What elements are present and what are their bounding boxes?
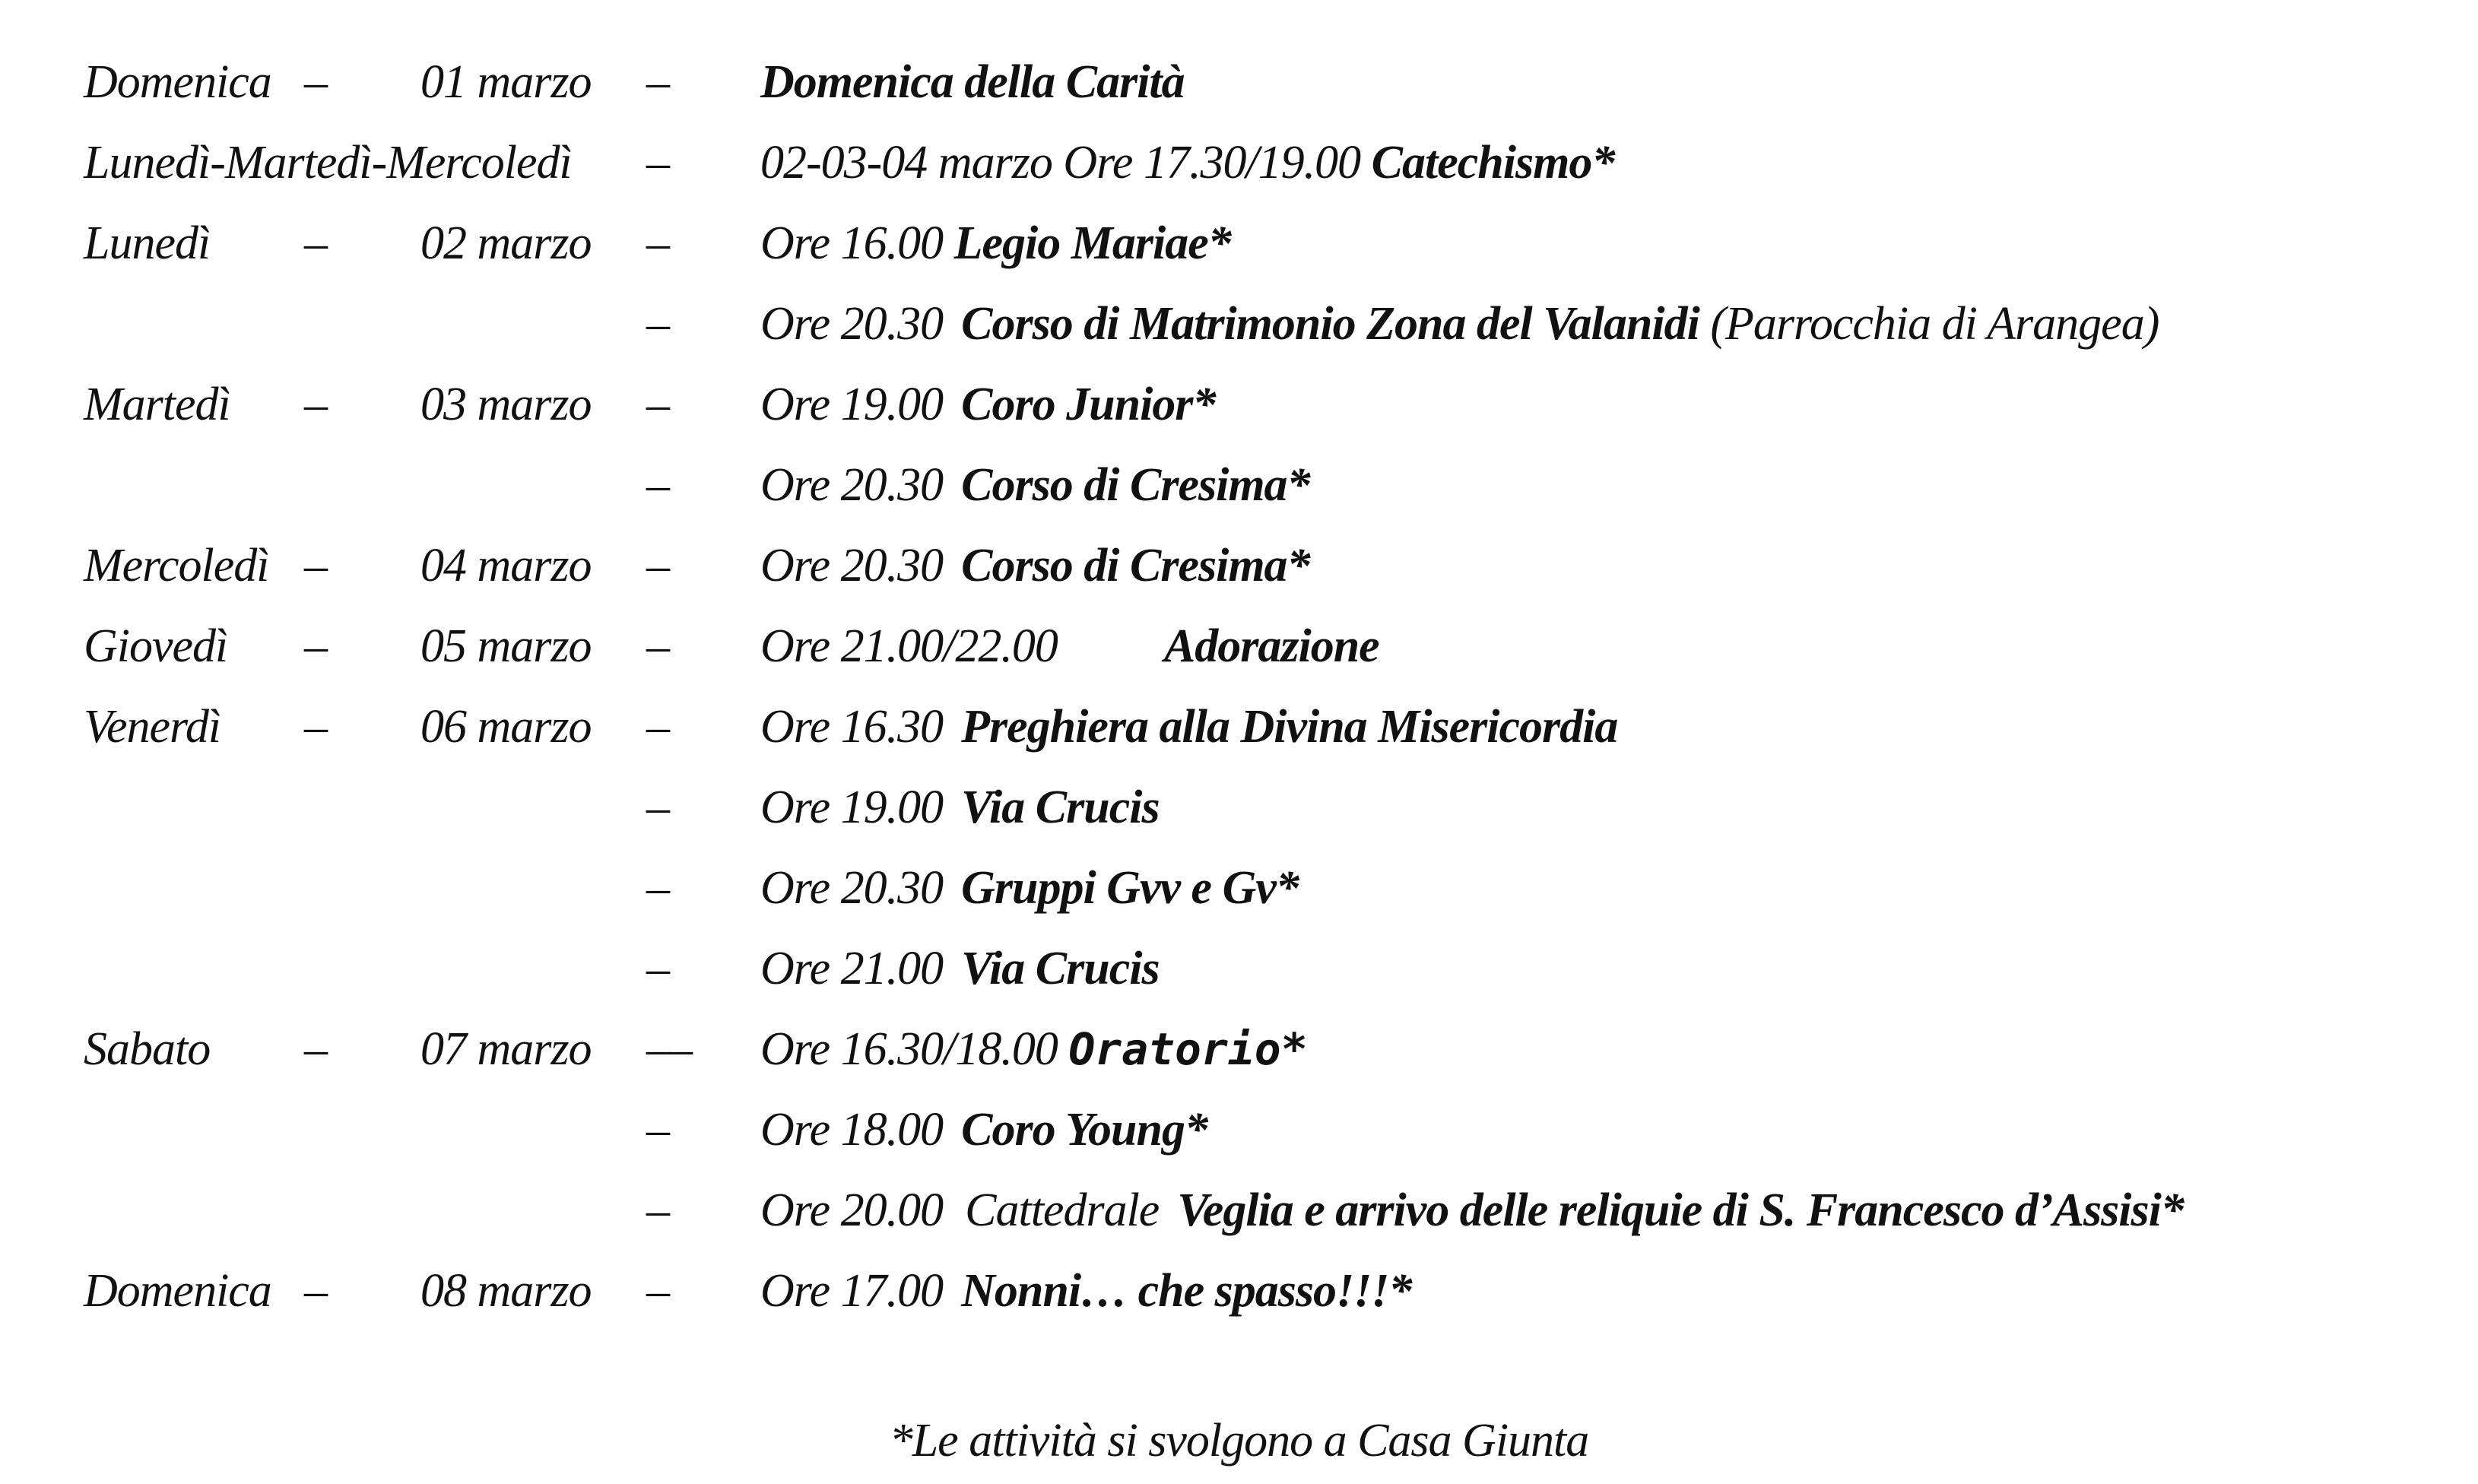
row-description <box>760 687 1617 767</box>
row-dash: – <box>646 782 669 833</box>
row-dash: – <box>646 56 669 108</box>
event-title: Corso di Cresima* <box>961 540 1310 591</box>
event-time: Ore 16.30/18.00 <box>760 1023 1058 1075</box>
event-title: Preghiera alla Divina Misericordia <box>961 701 1618 753</box>
schedule-row-07 <box>0 525 2478 606</box>
row-dash: – <box>304 540 327 591</box>
row-description <box>760 122 1614 203</box>
row-description <box>760 203 1231 284</box>
row-dash: – <box>646 459 669 511</box>
event-title: Via Crucis <box>961 943 1160 994</box>
schedule-row-09 <box>0 687 2478 767</box>
schedule-row-12 <box>0 928 2478 1009</box>
row-description <box>760 1251 1411 1331</box>
schedule-row-04 <box>0 284 2478 364</box>
row-date: 08 marzo <box>420 1265 592 1317</box>
row-dash: –– <box>646 1023 692 1075</box>
row-description <box>760 525 1310 606</box>
row-description <box>760 767 1160 848</box>
row-description <box>760 1170 2184 1251</box>
row-dash: – <box>304 379 327 430</box>
event-title: Legio Mariae* <box>953 217 1231 269</box>
event-title: Coro Junior* <box>961 379 1216 430</box>
row-description <box>760 284 2159 364</box>
event-time: Ore 16.00 <box>760 217 944 269</box>
row-date: 06 marzo <box>420 701 592 753</box>
row-description <box>760 928 1160 1009</box>
row-description <box>760 606 1379 687</box>
event-title: Coro Young* <box>961 1104 1207 1156</box>
schedule-row-06 <box>0 445 2478 525</box>
row-day: Giovedì <box>84 620 228 672</box>
row-dash: – <box>646 1104 669 1156</box>
row-day: Lunedì <box>84 217 211 269</box>
schedule-row-08 <box>0 606 2478 687</box>
event-time: Ore 18.00 <box>760 1104 944 1156</box>
event-title: Gruppi Gvv e Gv* <box>961 862 1299 914</box>
event-time: Ore 20.30 <box>760 862 944 914</box>
row-day: Sabato <box>84 1023 211 1075</box>
event-title: Corso di Matrimonio Zona del Valanidi <box>961 298 1699 350</box>
row-description <box>760 848 1299 928</box>
event-time: Ore 20.30 <box>760 540 944 591</box>
schedule-row-16 <box>0 1251 2478 1331</box>
row-day: Domenica <box>84 56 271 108</box>
row-description <box>760 364 1215 445</box>
row-dash: – <box>646 137 669 189</box>
row-day: Venerdì <box>84 701 221 753</box>
row-dash: – <box>646 298 669 350</box>
row-dash: – <box>304 701 327 753</box>
event-time: Ore 20.00 Cattedrale <box>760 1184 1160 1236</box>
footnote: *Le attività si svolgono a Casa Giunta <box>889 1415 1589 1467</box>
row-date: 05 marzo <box>420 620 592 672</box>
event-time: Ore 21.00 <box>760 943 944 994</box>
schedule-row-13 <box>0 1009 2478 1089</box>
event-title: Adorazione <box>1163 620 1379 672</box>
event-time: Ore 16.30 <box>760 701 944 753</box>
row-dash: – <box>304 620 327 672</box>
row-day: Lunedì-Martedì-Mercoledì <box>84 137 572 189</box>
row-description <box>760 1009 1308 1089</box>
row-day: Domenica <box>84 1265 271 1317</box>
schedule-row-10 <box>0 767 2478 848</box>
row-dash: – <box>646 1184 669 1236</box>
row-dash: – <box>646 862 669 914</box>
schedule-row-05 <box>0 364 2478 445</box>
event-time: Ore 17.00 <box>760 1265 944 1317</box>
row-dash: – <box>304 56 327 108</box>
row-date: 03 marzo <box>420 379 592 430</box>
event-title: Domenica della Carità <box>760 56 1185 108</box>
row-date: 01 marzo <box>420 56 592 108</box>
schedule-row-14 <box>0 1089 2478 1170</box>
event-location: (Parrocchia di Arangea) <box>1710 298 2159 350</box>
event-title: Oratorio* <box>1068 1023 1308 1075</box>
schedule-row-15 <box>0 1170 2478 1251</box>
row-dash: – <box>646 540 669 591</box>
row-dash: – <box>646 379 669 430</box>
event-time: Ore 20.30 <box>760 459 944 511</box>
row-dash: – <box>646 1265 669 1317</box>
event-title: Veglia e arrivo delle reliquie di S. Francesco d’Assisi* <box>1177 1184 2184 1236</box>
row-dash: – <box>646 620 669 672</box>
row-date: 02 marzo <box>420 217 592 269</box>
event-time: Ore 21.00/22.00 <box>760 620 1058 672</box>
row-dash: – <box>304 1023 327 1075</box>
event-time: Ore 19.00 <box>760 782 944 833</box>
row-description <box>760 42 1185 122</box>
event-title: Catechismo* <box>1371 137 1615 189</box>
event-title: Nonni… che spasso!!!* <box>961 1265 1412 1317</box>
event-time: 02-03-04 marzo Ore 17.30/19.00 <box>760 137 1361 189</box>
row-date: 07 marzo <box>420 1023 592 1075</box>
row-dash: – <box>646 701 669 753</box>
row-description <box>760 445 1310 525</box>
row-dash: – <box>304 1265 327 1317</box>
schedule-row-01 <box>0 42 2478 122</box>
row-dash: – <box>646 217 669 269</box>
event-time: Ore 20.30 <box>760 298 944 350</box>
event-time: Ore 19.00 <box>760 379 944 430</box>
row-description <box>760 1089 1207 1170</box>
event-title: Via Crucis <box>961 782 1160 833</box>
schedule-row-02 <box>0 122 2478 203</box>
schedule-row-11 <box>0 848 2478 928</box>
row-date: 04 marzo <box>420 540 592 591</box>
row-day: Mercoledì <box>84 540 269 591</box>
event-title: Corso di Cresima* <box>961 459 1310 511</box>
row-dash: – <box>304 217 327 269</box>
row-dash: – <box>646 943 669 994</box>
row-day: Martedì <box>84 379 230 430</box>
schedule-row-03 <box>0 203 2478 284</box>
